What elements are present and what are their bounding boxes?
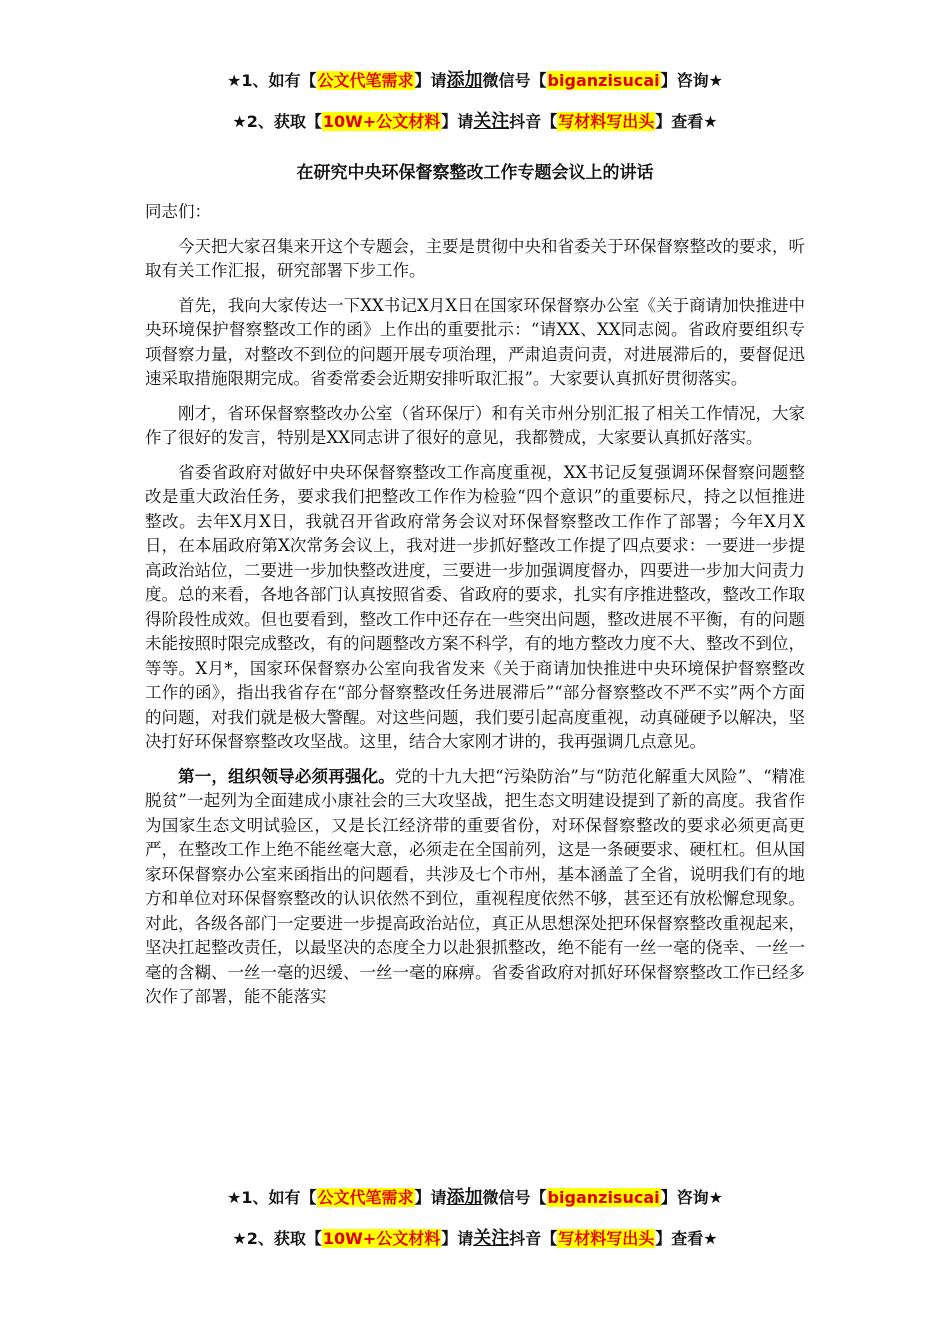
highlight-materials: 10W+公文材料 (322, 112, 441, 131)
banner-text: 】查看★ (655, 1229, 718, 1248)
highlight-douyin: 写材料写出头 (558, 112, 655, 131)
highlight-service: 公文代笔需求 (317, 71, 414, 90)
banner-text: 微信号【 (482, 1188, 547, 1207)
document-body (145, 200, 805, 1020)
banner-text: 】查看★ (655, 112, 718, 131)
paragraph: 今天把大家召集来开这个专题会，主要是贯彻中央和省委关于环保督察整改的要求，听取有关工作汇报，研究部署下步工作。 (145, 236, 805, 280)
banner-emphasis: 关注 (473, 1228, 510, 1249)
promo-banner-bottom-2 (0, 1228, 950, 1250)
highlight-wechat-id: biganzisucai (547, 1188, 660, 1207)
highlight-service: 公文代笔需求 (317, 1188, 414, 1207)
paragraph: 首先，我向大家传达一下XX书记X月X日在国家环保督察办公室《关于商请加快推进中央环境保护督察整改工作的函》上作出的重要批示：“请XX、XX同志阅。省政府要组织专项督察力量，对整改不到位的问题开展专项治理，严肃追责问责，对进展滞后的，要督促迅速采取措施限期完成。省委常委会近期安排听取汇报”。大家要认真抓好贯彻落实。 (145, 295, 805, 388)
section-heading: 第一，组织领导必须再强化。 (178, 766, 395, 786)
banner-emphasis: 关注 (473, 111, 510, 132)
section-text: 党的十九大把“污染防治”与“防范化解重大风险”、“精准脱贫”一起列为全面建成小康社会的三大攻坚战，把生态文明建设提到了新的高度。我省作为国家生态文明试验区，又是长江经济带的重要省份，对环保督察整改的要求必须更高更严，在整改工作上绝不能丝毫大意，必须走在全国前列，这是一条硬要求、硬杠杠。但从国家环保督察办公室来函指出的问题看，共涉及七个市州，基本涵盖了全省，说明我们有的地方和单位对环保督察整改的认识依然不到位，重视程度依然不够，甚至还有放松懈怠现象。对此，各级各部门一定要进一步提高政治站位，真正从思想深处把环保督察整改重视起来，坚决扛起整改责任，以最坚决的态度全力以赴狠抓整改，绝不能有一丝一毫的侥幸、一丝一毫的含糊、一丝一毫的迟缓、一丝一毫的麻痹。省委省政府对抓好环保督察整改工作已经多次作了部署，能不能落实 (145, 766, 805, 1006)
banner-emphasis: 添加 (446, 1187, 483, 1208)
banner-text: 微信号【 (482, 71, 547, 90)
banner-text: 】请 (414, 71, 447, 90)
document-title: 在研究中央环保督察整改工作专题会议上的讲话 (296, 163, 654, 183)
section-paragraph (145, 765, 805, 1010)
paragraph: 省委省政府对做好中央环保督察整改工作高度重视，XX书记反复强调环保督察问题整改是重大政治任务，要求我们把整改工作作为检验“四个意识”的重要标尺，持之以恒推进整改。去年X月X日，我就召开省政府常务会议对环保督察整改工作作了部署；今年X月X日，在本届政府第X次常务会议上，我对进一步抓好整改工作提了四点要求：一要进一步提高政治站位，二要进一步加快整改进度，三要进一步加强调度督办，四要进一步加大问责力度。总的来看，各地各部门认真按照省委、省政府的要求，扎实有序推进整改，整改工作取得阶段性成效。但也要看到，整改工作中还存在一些突出问题，整改进展不平衡，有的问题未能按照时限完成整改，有的问题整改方案不科学，有的地方整改力度不大、整改不到位，等等。X月*，国家环保督察办公室向我省发来《关于商请加快推进中央环境保护督察整改工作的函》，指出我省存在“部分督察整改任务进展滞后”“部分督察整改不严不实”两个方面的问题，对我们就是极大警醒。对这些问题，我们要引起高度重视，动真碰硬予以解决，坚决打好环保督察整改攻坚战。这里，结合大家刚才讲的，我再强调几点意见。 (145, 462, 805, 751)
banner-text: 】请 (441, 112, 474, 131)
banner-text: 抖音【 (509, 112, 558, 131)
banner-text: ★2、获取【 (232, 112, 322, 131)
promo-banner-top-1 (0, 70, 950, 92)
promo-banner-bottom-1 (0, 1187, 950, 1209)
promo-banner-top-2 (0, 111, 950, 133)
banner-text: 】请 (441, 1229, 474, 1248)
paragraph: 刚才，省环保督察整改办公室（省环保厅）和有关市州分别汇报了相关工作情况，大家作了很好的发言，特别是XX同志讲了很好的意见，我都赞成，大家要认真抓好落实。 (145, 403, 805, 447)
highlight-douyin: 写材料写出头 (558, 1229, 655, 1248)
banner-text: ★1、如有【 (227, 71, 317, 90)
banner-text: ★1、如有【 (227, 1188, 317, 1207)
banner-text: 】请 (414, 1188, 447, 1207)
banner-text: 】咨询★ (660, 71, 723, 90)
banner-text: 抖音【 (509, 1229, 558, 1248)
salutation: 同志们： (145, 202, 211, 221)
banner-text: 】咨询★ (660, 1188, 723, 1207)
highlight-materials: 10W+公文材料 (322, 1229, 441, 1248)
banner-emphasis: 添加 (446, 70, 483, 91)
banner-text: ★2、获取【 (232, 1229, 322, 1248)
highlight-wechat-id: biganzisucai (547, 71, 660, 90)
